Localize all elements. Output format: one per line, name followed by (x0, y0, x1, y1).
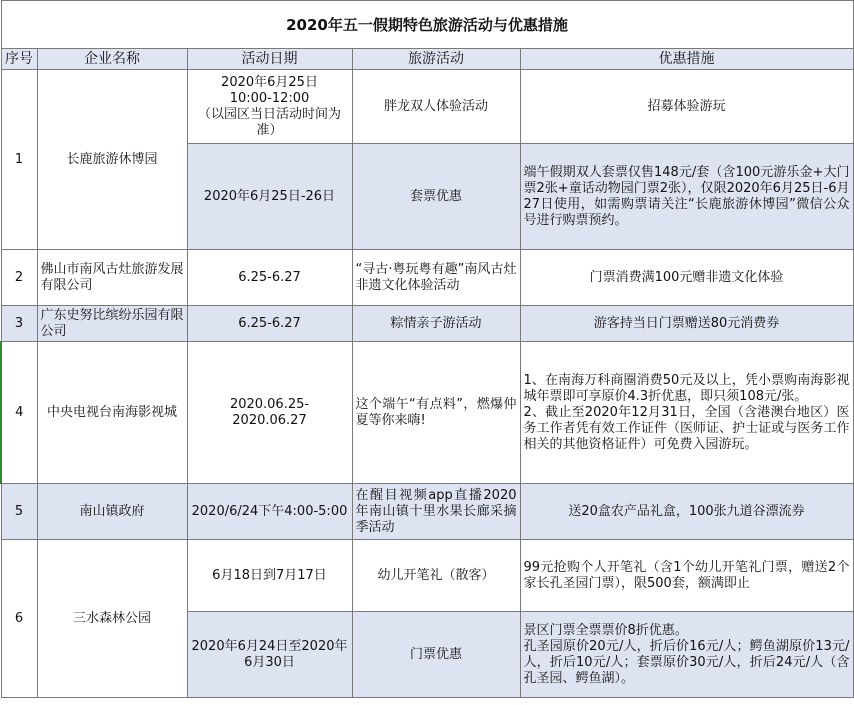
table-title: 2020年五一假期特色旅游活动与优惠措施 (1, 1, 853, 49)
row-activity: 粽情亲子游活动 (352, 306, 520, 342)
row-activity: 这个端午“有点料”，燃爆仲夏等你来嗨! (352, 342, 520, 484)
header-activity: 旅游活动 (352, 49, 520, 70)
row-offer: 送20盒农产品礼盒，100张九道谷漂流券 (520, 484, 853, 540)
row-no: 1 (1, 70, 37, 250)
row-activity: 在醒目视频app直播2020年南山镇十里水果长廊采摘季活动 (352, 484, 520, 540)
row-date: 2020年6月25日 10:00-12:00 （以园区当日活动时间为准） (187, 70, 352, 144)
row-no: 3 (1, 306, 37, 342)
row-no: 6 (1, 540, 37, 698)
row-offer: 景区门票全票票价8折优惠。 孔圣园原价20元/人，折后价16元/人；鳄鱼湖原价13元/人，折后10元/人；套票原价30元/人，折后24元/人（含孔圣园、鳄鱼湖）。 (520, 612, 853, 698)
table-row (1, 250, 853, 306)
row-company: 广东史努比缤纷乐园有限公司 (37, 306, 187, 342)
header-offer: 优惠措施 (520, 49, 853, 70)
row-offer: 99元抢购个人开笔礼（含1个幼儿开笔礼门票，赠送2个家长孔圣园门票），限500套，额满即止 (520, 540, 853, 612)
row-activity: 套票优惠 (352, 144, 520, 250)
header-row (1, 49, 853, 70)
row-offer: 1、在南海万科商圈消费50元及以上，凭小票购南海影视城年票即可享原价4.3折优惠，即只须108元/张。 2、截止至2020年12月31日，全国（含港澳台地区）医务工作者凭有效工作证件（医师证、护士证或与医务工作相关的其他资格证件）可免费入园游玩。 (520, 342, 853, 484)
table-row (1, 342, 853, 484)
row-date: 2020年6月24日至2020年6月30日 (187, 612, 352, 698)
row-offer: 端午假期双人套票仅售148元/套（含100元游乐金+大门票2张+童话动物园门票2张），仅限2020年6月25日-6月27日使用，如需购票请关注“长鹿旅游休博园”微信公众号进行购票预约。 (520, 144, 853, 250)
row-activity: 胖龙双人体验活动 (352, 70, 520, 144)
row-date: 6月18日到7月17日 (187, 540, 352, 612)
row-offer: 游客持当日门票赠送80元消费券 (520, 306, 853, 342)
row-company: 三水森林公园 (37, 540, 187, 698)
row-company: 佛山市南风古灶旅游发展有限公司 (37, 250, 187, 306)
row-company: 长鹿旅游休博园 (37, 70, 187, 250)
table-row (1, 306, 853, 342)
row-activity: 幼儿开笔礼（散客） (352, 540, 520, 612)
table-row (1, 70, 853, 144)
row-no: 4 (1, 342, 37, 484)
row-date: 2020年6月25日-26日 (187, 144, 352, 250)
table-row (1, 540, 853, 612)
row-offer: 门票消费满100元赠非遗文化体验 (520, 250, 853, 306)
row-date: 6.25-6.27 (187, 250, 352, 306)
row-date: 6.25-6.27 (187, 306, 352, 342)
row-date: 2020/6/24下午4:00-5:00 (187, 484, 352, 540)
row-activity: 门票优惠 (352, 612, 520, 698)
row-company: 中央电视台南海影视城 (37, 342, 187, 484)
row-company: 南山镇政府 (37, 484, 187, 540)
header-no: 序号 (1, 49, 37, 70)
row-date: 2020.06.25- 2020.06.27 (187, 342, 352, 484)
table-row (1, 484, 853, 540)
row-activity: “寻古·粤玩粤有趣”南风古灶非遗文化体验活动 (352, 250, 520, 306)
header-date: 活动日期 (187, 49, 352, 70)
row-no: 5 (1, 484, 37, 540)
header-company: 企业名称 (37, 49, 187, 70)
row-no: 2 (1, 250, 37, 306)
row-offer: 招募体验游玩 (520, 70, 853, 144)
